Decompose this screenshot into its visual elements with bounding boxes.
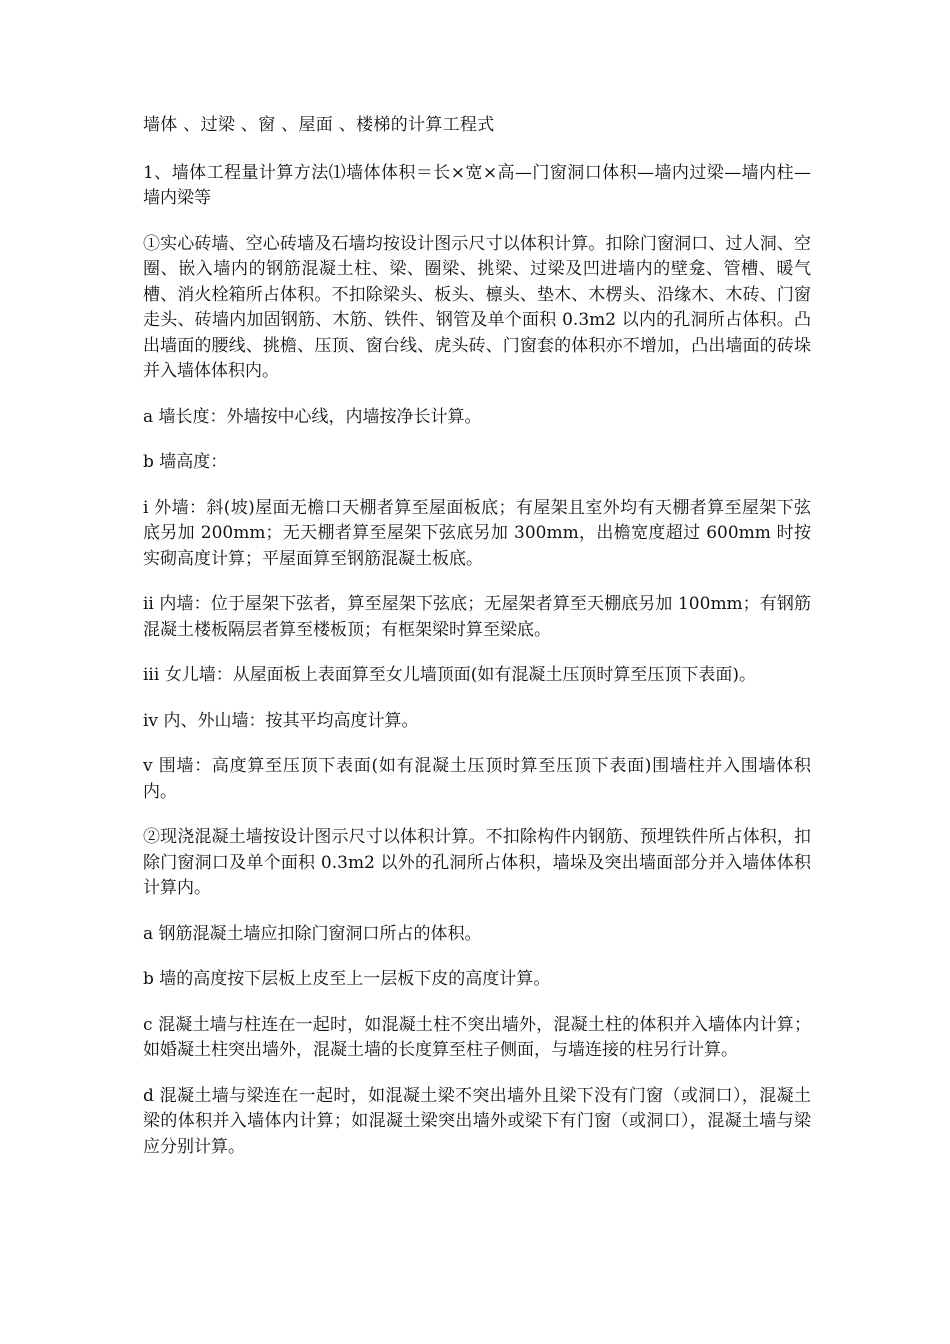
paragraph-parapet-wall: iii 女儿墙：从屋面板上表面算至女儿墙顶面(如有混凝土压顶时算至压顶下表面)。: [143, 665, 756, 685]
paragraph-wall-height-rule: b 墙的高度按下层板上皮至上一层板下皮的高度计算。: [143, 969, 551, 989]
paragraph-rc-wall-openings: a 钢筋混凝土墙应扣除门窗洞口所占的体积。: [143, 923, 482, 944]
paragraph-wall-length: a 墙长度：外墙按中心线，内墙按净长计算。: [143, 406, 482, 427]
paragraph-wall-height: b 墙高度：: [143, 452, 228, 472]
document-body: [143, 113, 811, 1180]
paragraph-gable-wall: iv 内、外山墙：按其平均高度计算。: [143, 710, 419, 731]
paragraph-outer-wall: i 外墙：斜(坡)屋面无檐口天棚者算至屋面板底；有屋架且室外均有天棚者算至屋架下弦底另加 200mm；无天棚者算至屋架下弦底另加 300mm，出檐宽度超过 600mm 时按实砌高度计算；平屋面算至钢筋混凝土板底。: [143, 497, 811, 569]
paragraph-wall-beam: d 混凝土墙与梁连在一起时，如混凝土梁不突出墙外且梁下没有门窗（或洞口），混凝土梁的体积并入墙体内计算；如混凝土梁突出墙外或梁下有门窗（或洞口），混凝土墙与梁应分别计算。: [143, 1085, 811, 1157]
paragraph-inner-wall: ii 内墙：位于屋架下弦者，算至屋架下弦底；无屋架者算至天棚底另加 100mm；有钢筋混凝土楼板隔层者算至楼板顶；有框架梁时算至梁底。: [143, 594, 811, 640]
paragraph-wall-calc-method: 1、墙体工程量计算方法⑴墙体体积＝长×宽×高—门窗洞口体积—墙内过梁—墙内柱—墙内梁等: [143, 162, 811, 208]
paragraph-wall-column: c 混凝土墙与柱连在一起时，如混凝土柱不突出墙外，混凝土柱的体积并入墙体内计算；如婚凝土柱突出墙外，混凝土墙的长度算至柱子侧面，与墙连接的柱另行计算。: [143, 1014, 811, 1060]
paragraph-concrete-wall: ②现浇混凝土墙按设计图示尺寸以体积计算。不扣除构件内钢筋、预埋铁件所占体积，扣除门窗洞口及单个面积 0.3m2 以外的孔洞所占体积，墙垛及突出墙面部分并入墙体体积计算内。: [143, 827, 811, 898]
paragraph-brick-wall: ①实心砖墙、空心砖墙及石墙均按设计图示尺寸以体积计算。扣除门窗洞口、过人洞、空圈、嵌入墙内的钢筋混凝土柱、梁、圈梁、挑梁、过梁及凹进墙内的壁龛、管槽、暖气槽、消火栓箱所占体积。不扣除梁头、板头、檩头、垫木、木楞头、沿缘木、木砖、门窗走头、砖墙内加固钢筋、木筋、铁件、钢管及单个面积 0.3m2 以内的孔洞所占体积。凸出墙面的腰线、挑檐、压顶、窗台线、虎头砖、门窗套的体积亦不增加，凸出墙面的砖垛并入墙体体积内。: [143, 233, 811, 381]
document-title: 墙体 、过梁 、窗 、屋面 、楼梯的计算工程式: [143, 115, 495, 135]
paragraph-enclosure-wall: v 围墙：高度算至压顶下表面(如有混凝土压顶时算至压顶下表面)围墙柱并入围墙体积内。: [143, 756, 811, 802]
